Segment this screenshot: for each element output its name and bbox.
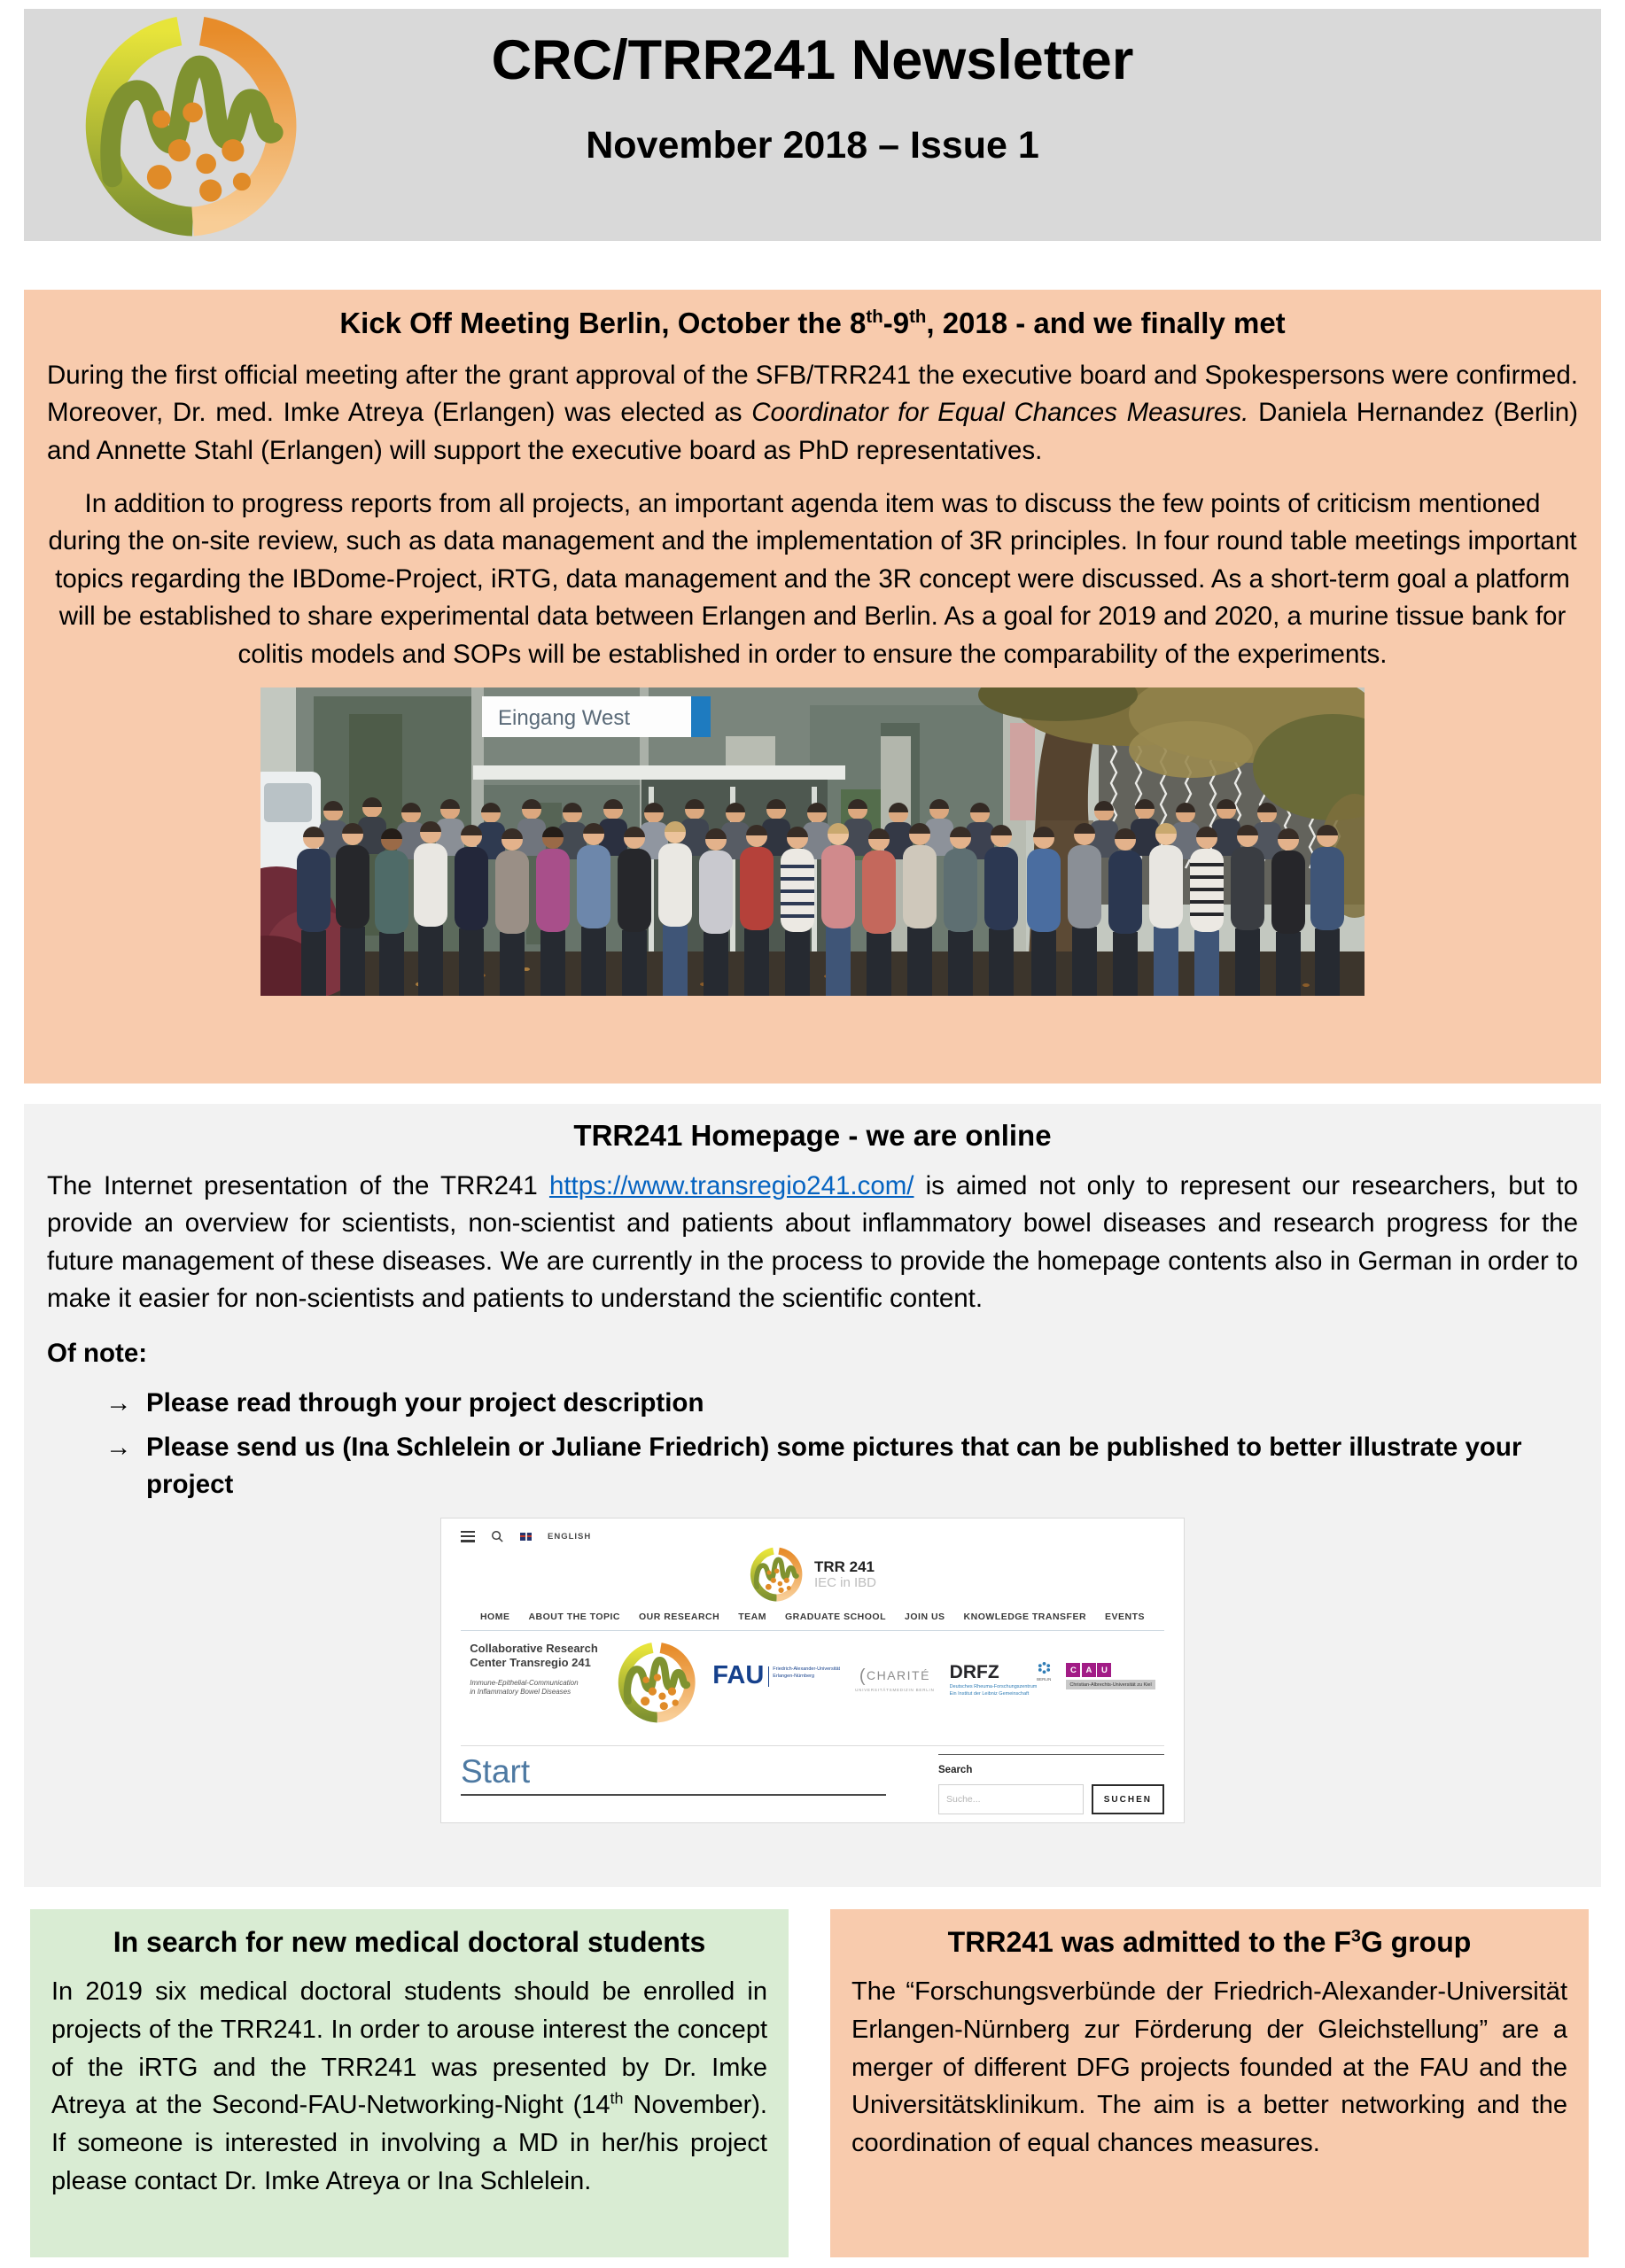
website-brand bbox=[461, 1547, 1164, 1602]
menu-icon[interactable] bbox=[461, 1531, 475, 1542]
entrance-sign bbox=[482, 696, 711, 737]
search-icon[interactable] bbox=[491, 1530, 504, 1543]
search-widget bbox=[938, 1754, 1164, 1814]
homepage-section bbox=[24, 1104, 1601, 1887]
header-band bbox=[24, 9, 1601, 241]
website-topbar bbox=[461, 1529, 1164, 1543]
cau-logo: C A U Christian-Albrechts-Universität zu Kiel bbox=[1066, 1663, 1155, 1689]
students-heading: In search for new medical doctoral students bbox=[113, 1926, 706, 1958]
search-input[interactable] bbox=[938, 1784, 1084, 1814]
site-tagline: IEC in IBD bbox=[813, 1575, 877, 1591]
nav-item-graduate-school[interactable]: GRADUATE SCHOOL bbox=[784, 1612, 887, 1623]
language-flag-icon[interactable] bbox=[520, 1533, 532, 1541]
f3g-paragraph: The “Forschungsverbünde der Friedrich-Alexander-Universität Erlangen-Nürnberg zur Förderung der Gleichstellung” are a merger of different DFG projects founded at the FAU and the Universitätsklinikum. The aim is a better networking and the coordination of equal chances measures. bbox=[851, 1977, 1567, 2157]
page-title-block bbox=[461, 1754, 886, 1814]
transregio-link[interactable]: https://www.transregio241.com/ bbox=[548, 1170, 914, 1200]
newsletter-title: CRC/TRR241 Newsletter bbox=[491, 29, 1134, 91]
org-block bbox=[470, 1642, 601, 1697]
of-note-label: Of note: bbox=[47, 1339, 148, 1369]
kickoff-section bbox=[24, 290, 1601, 1084]
nav-item-our-research[interactable]: OUR RESEARCH bbox=[639, 1612, 720, 1623]
group-photo bbox=[260, 687, 1365, 996]
drfz-logo: DRFZ BERLIN Deutsches Rheuma-Forschungszentrum Ein Institut der Leibniz Gemeinschaft bbox=[949, 1662, 1052, 1697]
note-list bbox=[47, 1385, 1578, 1503]
svg-text:Eingang West: Eingang West bbox=[498, 706, 630, 731]
arrow-bullet-icon: → bbox=[105, 1433, 132, 1463]
f3g-heading: TRR241 was admitted to the $F^3G$ group bbox=[947, 1926, 1472, 1958]
trr241-banner-logo bbox=[616, 1642, 697, 1723]
site-name: TRR 241 bbox=[813, 1557, 875, 1575]
kickoff-paragraph-2: In addition to progress reports from all projects, an important agenda item was to discuss the few points of criticism mentioned during the on-site review, such as data management and the implementation of 3R principles. In four round table meetings important topics regarding the IBDome-Project, iRTG, data management and the 3R concept were discussed. As a short-term goal a platform will be established to share experimental data between Erlangen and Berlin. As a goal for 2019 and 2020, a murine tissue bank for colitis models and SOPs will be established in order to ensure the comparability of the experiments. bbox=[48, 489, 1577, 669]
note-item-2: → Please send us (Ina Schlelein or Juliane Friedrich) some pictures that can be published to better illustrate your project bbox=[47, 1429, 1578, 1503]
charite-logo: (CHARITÉ UNIVERSITÄTSMEDIZIN BERLIN bbox=[855, 1666, 935, 1693]
fau-logo: FAU Friedrich-Alexander-Universität Erlangen-Nürnberg bbox=[712, 1661, 841, 1690]
website-nav bbox=[461, 1612, 1164, 1622]
note-item-1: → Please read through your project description bbox=[47, 1385, 1578, 1422]
kickoff-paragraph-1: During the first official meeting after the grant approval of the SFB/TRR241 the executive board and Spokespersons were confirmed. Moreover, Dr. med. Imke Atreya (Erlangen) was elected as Coordinator for Equal Chances Measures. Daniela Hernandez (Berlin) and Annette Stahl (Erlangen) will support the executive board as PhD representatives. bbox=[47, 360, 1579, 465]
nav-divider bbox=[461, 1630, 1164, 1631]
doctoral-students-section bbox=[30, 1909, 789, 2257]
homepage-paragraph: The Internet presentation of the TRR241 https://www.transregio241.com/ is aimed not only to represent our researchers, but to provide an overview for scientists, non-scientist and patients about inflammatory bowel diseases and research progress for the future management of these diseases. We are currently in the process to provide the homepage contents also in German in order to make it easier for non-scientists and patients to understand the scientific content. bbox=[47, 1170, 1578, 1313]
f3g-section bbox=[830, 1909, 1589, 2257]
kickoff-heading: Kick Off Meeting Berlin, October the 8th-9th, 2018 - and we finally met bbox=[339, 307, 1286, 339]
drfz-emblem-icon bbox=[1038, 1661, 1051, 1674]
org-tagline: Immune-Epithelial-Communication in Inflammatory Bowel Diseases bbox=[470, 1678, 579, 1696]
nav-item-team[interactable]: TEAM bbox=[738, 1612, 766, 1623]
org-name: Collaborative Research Center Transregio 241 bbox=[470, 1642, 598, 1670]
page-title: Start bbox=[461, 1753, 531, 1790]
nav-item-knowledge-transfer[interactable]: KNOWLEDGE TRANSFER bbox=[963, 1612, 1087, 1623]
newsletter-issue: November 2018 – Issue 1 bbox=[586, 124, 1039, 167]
nav-item-events[interactable]: EVENTS bbox=[1105, 1612, 1146, 1623]
students-paragraph: In 2019 six medical doctoral students should be enrolled in projects of the TRR241. In order to arouse interest the concept of the iRTG and the TRR241 was presented by Dr. Imke Atreya at the Second-FAU-Networking-Night (14th November). If someone is interested in involving a MD in her/his project please contact Dr. Imke Atreya or Ina Schlelein. bbox=[51, 1977, 767, 2195]
nav-item-join-us[interactable]: JOIN US bbox=[905, 1612, 945, 1623]
content-divider bbox=[461, 1745, 1164, 1746]
language-selector[interactable]: ENGLISH bbox=[548, 1531, 592, 1542]
nav-item-about-the-topic[interactable]: ABOUT THE TOPIC bbox=[528, 1612, 621, 1623]
website-banner bbox=[461, 1642, 1164, 1734]
website-screenshot bbox=[440, 1518, 1185, 1823]
nav-item-home[interactable]: HOME bbox=[479, 1612, 510, 1623]
search-button[interactable]: SUCHEN bbox=[1092, 1784, 1164, 1814]
homepage-heading: TRR241 Homepage - we are online bbox=[573, 1119, 1052, 1152]
trr241-site-logo bbox=[749, 1547, 804, 1602]
arrow-bullet-icon: → bbox=[105, 1388, 132, 1418]
search-label: Search bbox=[938, 1765, 973, 1776]
search-divider bbox=[938, 1754, 1164, 1755]
title-underline bbox=[461, 1794, 886, 1796]
